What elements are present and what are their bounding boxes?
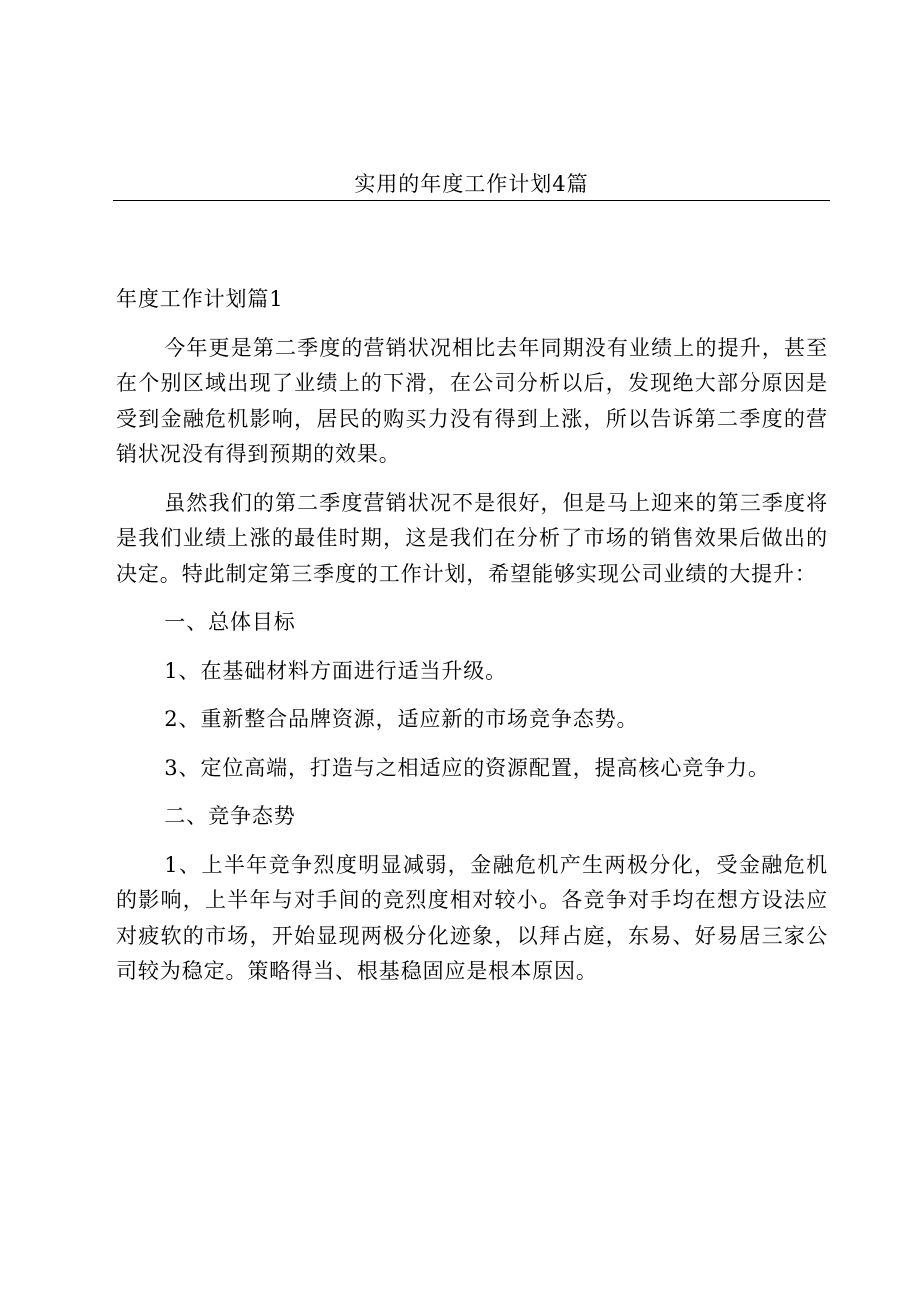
subsection-title-competition: 二、竞争态势 xyxy=(164,804,296,828)
subsection-title-goals: 一、总体目标 xyxy=(164,610,296,634)
body-paragraph: 1、上半年竞争烈度明显减弱，金融危机产生两极分化，受金融危机的影响，上半年与对手间的竞烈度相对较小。各竞争对手均在想方设法应对疲软的市场，开始显现两极分化迹象，以拜占庭，东易、好易居三家公司较为稳定。策略得当、根基稳固应是根本原因。 xyxy=(116,852,828,983)
goal-item: 3、定位高端，打造与之相适应的资源配置，提高核心竞争力。 xyxy=(164,755,770,780)
header-divider xyxy=(113,200,830,201)
body-paragraph: 虽然我们的第二季度营销状况不是很好，但是马上迎来的第三季度将是我们业绩上涨的最佳时期，这是我们在分析了市场的销售效果后做出的决定。特此制定第三季度的工作计划，希望能够实现公司业绩的大提升： xyxy=(116,490,828,586)
goal-item: 2、重新整合品牌资源，适应新的市场竞争态势。 xyxy=(164,707,639,731)
document-body xyxy=(116,282,828,1003)
body-paragraph: 今年更是第二季度的营销状况相比去年同期没有业绩上的提升，甚至在个别区域出现了业绩上的下滑，在公司分析以后，发现绝大部分原因是受到金融危机影响，居民的购买力没有得到上涨，所以告诉第二季度的营销状况没有得到预期的效果。 xyxy=(116,335,828,466)
page-header-title: 实用的年度工作计划4篇 xyxy=(354,172,589,196)
section-title: 年度工作计划篇1 xyxy=(116,287,284,311)
goal-item: 1、在基础材料方面进行适当升级。 xyxy=(164,658,508,683)
